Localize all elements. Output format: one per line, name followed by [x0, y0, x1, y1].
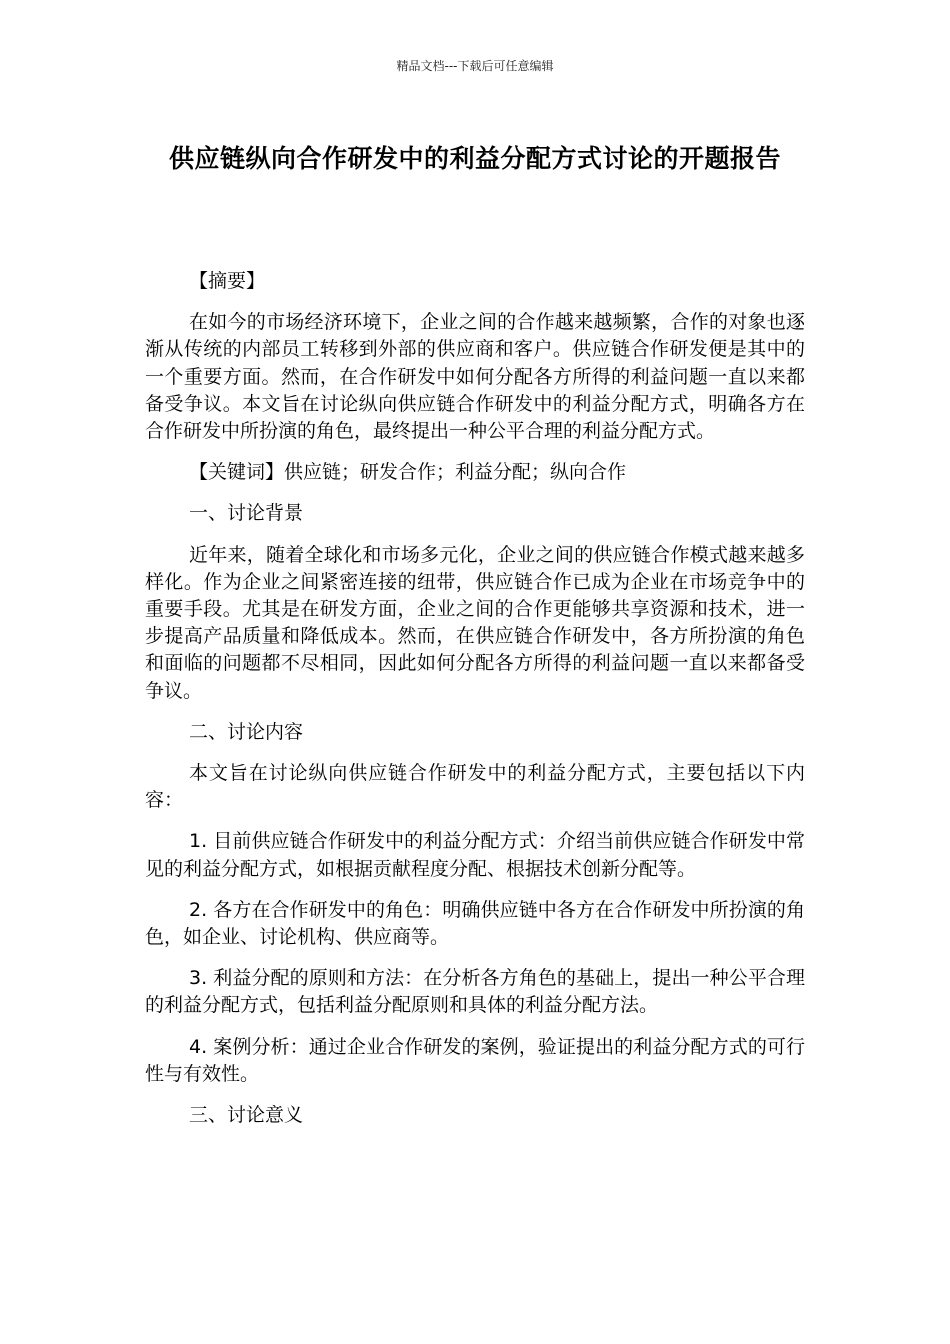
abstract-heading: 【摘要】: [189, 270, 266, 292]
document-title: 供应链纵向合作研发中的利益分配方式讨论的开题报告: [168, 144, 781, 173]
content-item-2: 2. 各方在合作研发中的角色：明确供应链中各方在合作研发中所扮演的角色，如企业、讨论机构、供应商等。: [145, 898, 805, 949]
content-item-1: 1. 目前供应链合作研发中的利益分配方式：介绍当前供应链合作研发中常见的利益分配方式，如根据贡献程度分配、根据技术创新分配等。: [145, 830, 805, 880]
abstract-paragraph: 在如今的市场经济环境下，企业之间的合作越来越频繁，合作的对象也逐渐从传统的内部员工转移到外部的供应商和客户。供应链合作研发便是其中的一个重要方面。然而，在合作研发中如何分配各方所得的利益问题一直以来都备受争议。本文旨在讨论纵向供应链合作研发中的利益分配方式，明确各方在合作研发中所扮演的角色，最终提出一种公平合理的利益分配方式。: [145, 311, 805, 443]
background-paragraph: 近年来，随着全球化和市场多元化，企业之间的供应链合作模式越来越多样化。作为企业之间紧密连接的纽带，供应链合作已成为企业在市场竞争中的重要手段。尤其是在研发方面，企业之间的合作更能够共享资源和技术，进一步提高产品质量和降低成本。然而，在供应链合作研发中，各方所扮演的角色和面临的问题都不尽相同，因此如何分配各方所得的利益问题一直以来都备受争议。: [145, 543, 805, 702]
section-heading-content: 二、讨论内容: [189, 720, 304, 743]
content-intro-paragraph: 本文旨在讨论纵向供应链合作研发中的利益分配方式，主要包括以下内容：: [145, 762, 805, 812]
page-header: 精品文档---下载后可任意编辑: [396, 59, 554, 73]
section-heading-significance: 三、讨论意义: [189, 1104, 304, 1127]
document-body: [145, 268, 805, 1143]
content-item-3: 3. 利益分配的原则和方法：在分析各方角色的基础上，提出一种公平合理的利益分配方式，包括利益分配原则和具体的利益分配方法。: [145, 967, 805, 1017]
content-item-4: 4. 案例分析：通过企业合作研发的案例，验证提出的利益分配方式的可行性与有效性。: [145, 1035, 805, 1085]
keywords-line: 【关键词】供应链；研发合作；利益分配；纵向合作: [189, 461, 627, 484]
section-heading-background: 一、讨论背景: [189, 502, 304, 525]
